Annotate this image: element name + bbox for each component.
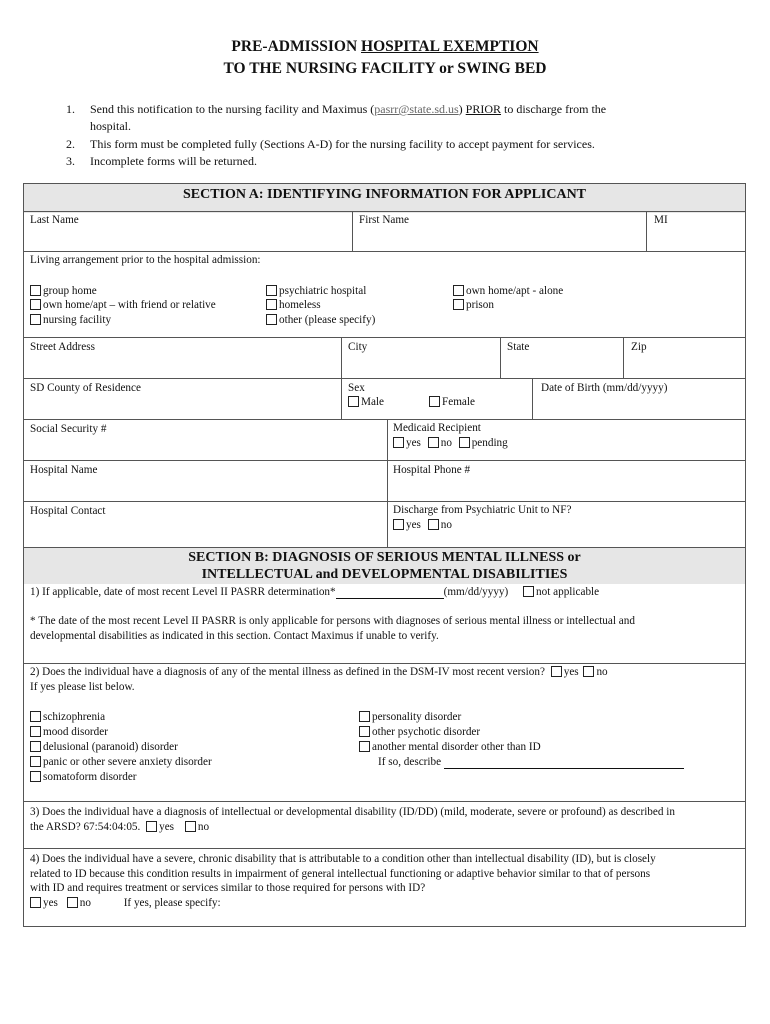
section-b-heading: SECTION B: DIAGNOSIS OF SERIOUS MENTAL ILLNESS or INTELLECTUAL and DEVELOPMENTAL DISABILITIES (24, 548, 745, 584)
hospital-contact-label: Hospital Contact (30, 505, 106, 517)
checkbox[interactable] (429, 396, 440, 407)
mi-mood-disorder[interactable]: mood disorder (30, 725, 108, 739)
checkbox-yes[interactable] (146, 821, 157, 832)
checkbox-no[interactable] (67, 897, 78, 908)
checkbox[interactable] (453, 299, 464, 310)
checkbox[interactable] (30, 299, 41, 310)
option-own-home-alone[interactable]: own home/apt - alone (453, 284, 563, 298)
checkbox[interactable] (266, 314, 277, 325)
q4-line2: related to ID because this condition results in impairment of general intellectual functioning or adaptive behavior similar to that of persons (30, 868, 651, 880)
divider (23, 663, 746, 664)
divider (23, 501, 746, 502)
q3-line2: the ARSD? 67:54:04:05. yes no (30, 821, 210, 833)
checkbox-no[interactable] (428, 437, 439, 448)
state-label: State (507, 341, 530, 353)
divider (500, 337, 501, 378)
checkbox[interactable] (30, 741, 41, 752)
checkbox[interactable] (30, 756, 41, 767)
checkbox[interactable] (359, 711, 370, 722)
checkbox-no[interactable] (428, 519, 439, 530)
sex-label: Sex (348, 382, 365, 394)
ssn-label: Social Security # (30, 423, 107, 435)
option-group-home[interactable]: group home (30, 284, 97, 298)
divider (23, 378, 746, 379)
checkbox[interactable] (348, 396, 359, 407)
checkbox[interactable] (359, 726, 370, 737)
form-title-line2: TO THE NURSING FACILITY or SWING BED (223, 60, 547, 77)
divider (387, 419, 388, 547)
q1-note-line2: developmental disabilities as indicated in this section. Contact Maximus if unable to verify. (30, 630, 439, 642)
divider (23, 251, 746, 252)
checkbox[interactable] (30, 314, 41, 325)
q4-line1: 4) Does the individual have a severe, chronic disability that is attributable to a condition other than intellectual disability (ID), but is closely (30, 853, 656, 865)
living-arrangement-prompt: Living arrangement prior to the hospital admission: (30, 254, 261, 266)
medicaid-options: yes no pending (393, 436, 508, 450)
county-label: SD County of Residence (30, 382, 141, 394)
divider (352, 211, 353, 251)
q4-line3: with ID and requires treatment or services similar to those required for persons with ID? (30, 882, 426, 894)
instruction-1: 1. Send this notification to the nursing facility and Maximus (pasrr@state.sd.us) PRIOR to discharge from the hospital. (66, 102, 607, 133)
option-homeless[interactable]: homeless (266, 298, 321, 312)
checkbox-yes[interactable] (393, 519, 404, 530)
mi-schizophrenia[interactable]: schizophrenia (30, 710, 105, 724)
checkbox-yes[interactable] (393, 437, 404, 448)
divider (23, 460, 746, 461)
checkbox[interactable] (30, 285, 41, 296)
title-prefix: PRE-ADMISSION (231, 38, 362, 55)
checkbox-yes[interactable] (30, 897, 41, 908)
divider (623, 337, 624, 378)
zip-label: Zip (631, 341, 647, 353)
title-underlined: HOSPITAL EXEMPTION (361, 38, 539, 55)
instruction-3: 3. Incomplete forms will be returned. (66, 154, 257, 168)
checkbox-yes[interactable] (551, 666, 562, 677)
checkbox-no[interactable] (583, 666, 594, 677)
divider (23, 211, 746, 212)
discharge-psych-options: yes no (393, 518, 452, 532)
divider (23, 848, 746, 849)
divider (532, 378, 533, 419)
hospital-phone-label: Hospital Phone # (393, 464, 471, 476)
q1-date-blank[interactable] (336, 598, 444, 599)
checkbox[interactable] (266, 299, 277, 310)
divider (646, 211, 647, 251)
checkbox-no[interactable] (185, 821, 196, 832)
hospital-name-label: Hospital Name (30, 464, 98, 476)
mi-delusional-disorder[interactable]: delusional (paranoid) disorder (30, 740, 178, 754)
sex-female-option[interactable]: Female (429, 395, 475, 409)
checkbox[interactable] (453, 285, 464, 296)
mi-anxiety-disorder[interactable]: panic or other severe anxiety disorder (30, 755, 212, 769)
mi-personality-disorder[interactable]: personality disorder (359, 710, 461, 724)
q2-list-prompt: If yes please list below. (30, 681, 135, 693)
q1-text: 1) If applicable, date of most recent Level II PASRR determination* (mm/dd/yyyy) not applicable (30, 586, 600, 598)
option-prison[interactable]: prison (453, 298, 494, 312)
street-address-label: Street Address (30, 341, 95, 353)
mi-label: MI (654, 214, 668, 226)
discharge-psych-label: Discharge from Psychiatric Unit to NF? (393, 504, 572, 516)
dob-label: Date of Birth (mm/dd/yyyy) (541, 382, 668, 394)
email-link[interactable]: pasrr@state.sd.us (374, 102, 459, 116)
form-title-line1 (0, 38, 770, 56)
divider (23, 419, 746, 420)
checkbox[interactable] (359, 741, 370, 752)
checkbox-pending[interactable] (459, 437, 470, 448)
checkbox[interactable] (30, 711, 41, 722)
divider (23, 801, 746, 802)
divider (341, 337, 342, 419)
divider (23, 337, 746, 338)
q3-line1: 3) Does the individual have a diagnosis of intellectual or developmental disability (ID/DD) (mild, moderate, severe or profound) as described in (30, 806, 675, 818)
section-a-heading: SECTION A: IDENTIFYING INFORMATION FOR APPLICANT (24, 184, 745, 213)
first-name-label: First Name (359, 214, 410, 226)
q2-text: 2) Does the individual have a diagnosis of any of the mental illness as defined in the DSM-IV most recent version? yes no (30, 666, 608, 678)
checkbox[interactable] (266, 285, 277, 296)
option-other[interactable]: other (please specify) (266, 313, 375, 327)
checkbox-not-applicable[interactable] (523, 586, 534, 597)
city-label: City (348, 341, 368, 353)
checkbox[interactable] (30, 726, 41, 737)
option-psychiatric-hospital[interactable]: psychiatric hospital (266, 284, 366, 298)
q1-note-line1: * The date of the most recent Level II PASRR is only applicable for persons with diagnoses of serious mental illness or intellectual and (30, 615, 635, 627)
q4-options: yes no If yes, please specify: (30, 896, 221, 910)
sex-male-option[interactable]: Male (348, 395, 384, 409)
mi-somatoform-disorder[interactable]: somatoform disorder (30, 770, 137, 784)
q4-specify-label: If yes, please specify: (123, 897, 221, 909)
medicaid-label: Medicaid Recipient (393, 422, 481, 434)
mi-other-than-id[interactable]: another mental disorder other than ID (359, 740, 541, 754)
checkbox[interactable] (30, 771, 41, 782)
mi-other-psychotic[interactable]: other psychotic disorder (359, 725, 480, 739)
instruction-2: 2. This form must be completed fully (Sections A-D) for the nursing facility to accept payment for services. (66, 137, 595, 151)
describe-blank[interactable] (444, 768, 684, 769)
option-own-home-friend[interactable]: own home/apt – with friend or relative (30, 298, 216, 312)
last-name-label: Last Name (30, 214, 79, 226)
describe-field: If so, describe (378, 755, 684, 769)
option-nursing-facility[interactable]: nursing facility (30, 313, 111, 327)
